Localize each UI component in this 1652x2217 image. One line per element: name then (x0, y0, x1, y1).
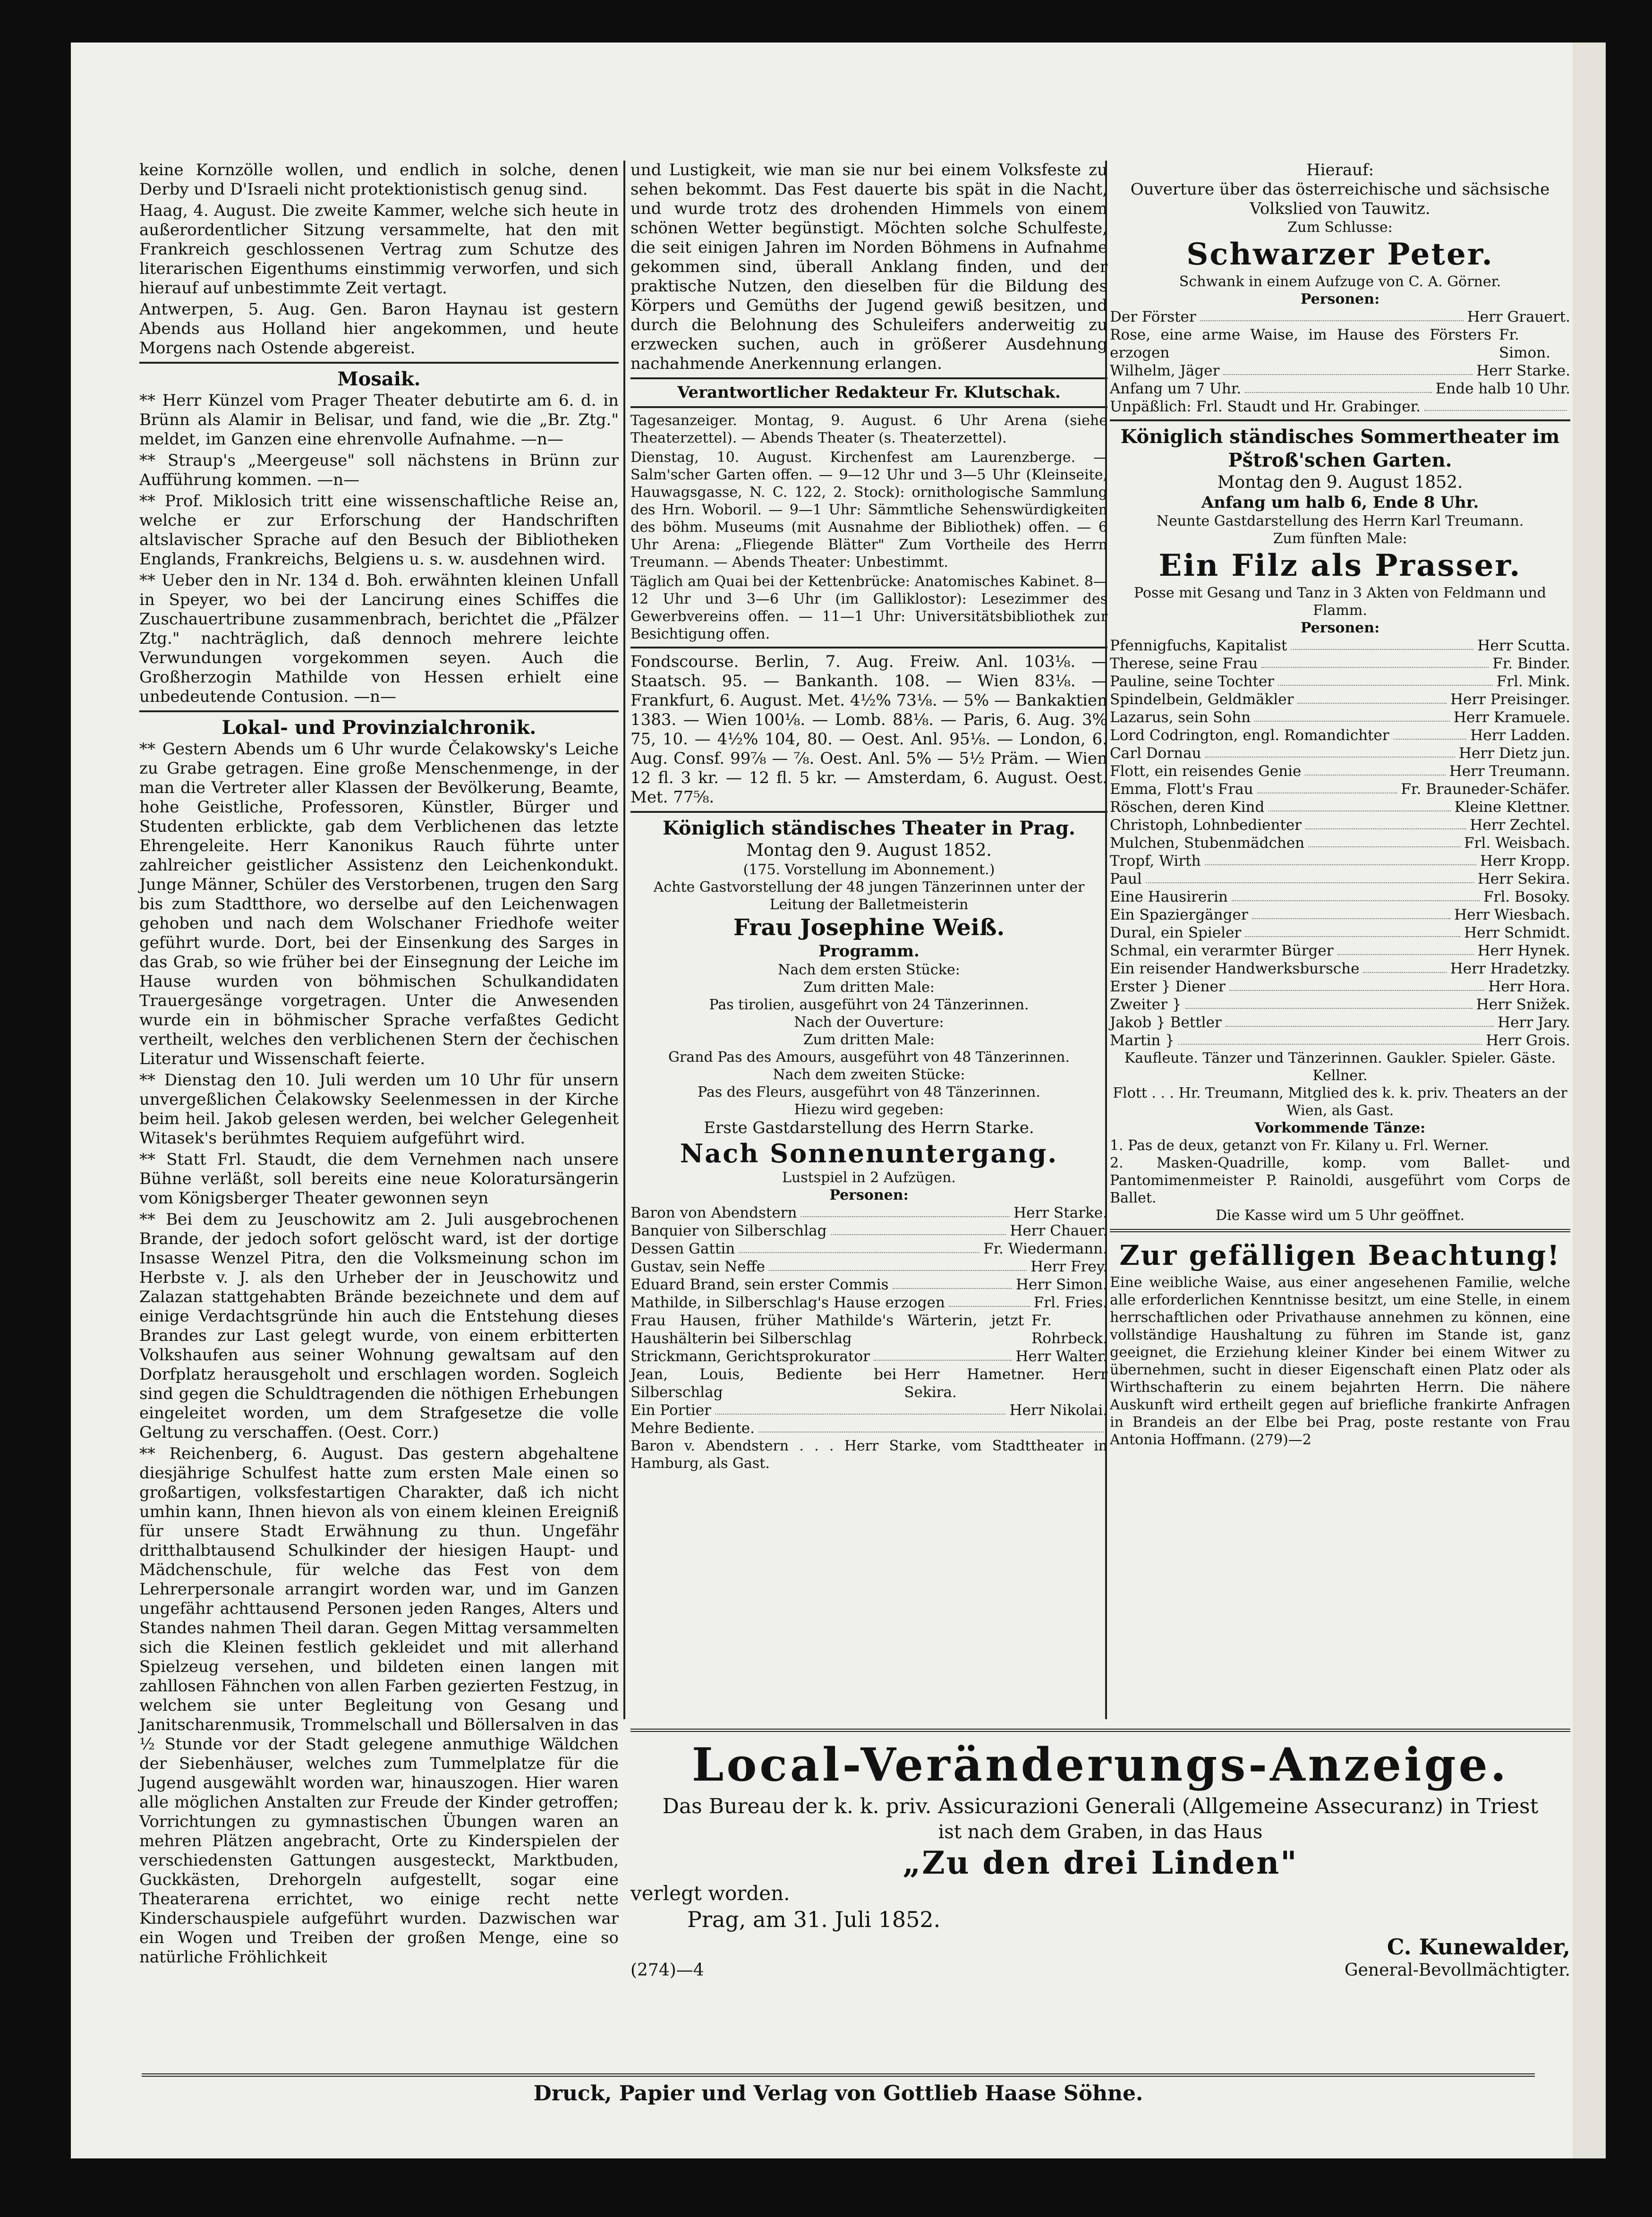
role-name: Ein Spaziergänger (1110, 906, 1248, 923)
cast-row (1110, 655, 1570, 673)
notice-line: ist nach dem Graben, in das Haus (938, 1821, 1263, 1843)
cast-row (1110, 1014, 1570, 1032)
programme-line: Zum fünften Male: (1273, 530, 1407, 547)
notice-line: Das Bureau der k. k. priv. Assicurazioni Generali (Allgemeine Assecuranz) in Triest (662, 1794, 1539, 1818)
imprint (142, 2069, 1535, 2106)
performance-number: (175. Vorstellung im Abonnement.) (743, 861, 995, 878)
cast-row (630, 1312, 1107, 1347)
news-item: ** Statt Frl. Staudt, die dem Vernehmen nach unsere Bühne verläßt, soll bereits eine neue Koloratursängerin vom Königsberger Theater gewonnen seyn (139, 1150, 619, 1208)
role-name: Anfang um 7 Uhr. (1110, 380, 1242, 397)
stock-quotes: Fondscourse. Berlin, 7. Aug. Freiw. Anl. 103⅛. — Staatsch. 95. — Bankanth. 108. — Wien 83⅛. — Frankfurt, 6. August. Met. 4½% 73⅛. — 5% — Bankaktien 1383. — Wien 100⅛. — Lomb. 88⅛. — Paris, 6. Aug. 3% 75, 10. — 4½% 104, 80. — Oest. Anl. 95⅛. — London, 6. Aug. Consf. 99⅞ — ⅞. Oest. Anl. 5% — 5½ Präm. — Wien 12 fl. 3 kr. — 12 fl. 5 kr. — Amsterdam, 6. August. Oest. Met. 77⅝. (630, 652, 1108, 807)
section-title-mosaik: Mosaik. (337, 368, 421, 390)
actor-name: Herr Ladden. (1470, 727, 1570, 744)
programme-heading: Programm. (818, 942, 920, 961)
role-name: Dural, ein Spieler (1110, 924, 1242, 941)
play-subtitle: Schwank in einem Aufzuge von C. A. Görner. (1179, 273, 1501, 290)
dot-leader (1185, 996, 1473, 1009)
cast-row (630, 1365, 1107, 1401)
divider (1110, 419, 1570, 421)
cast-row (1110, 708, 1570, 726)
actor-name: Herr Walter. (1015, 1348, 1107, 1365)
actor-name: Fr. Rohrbeck. (1031, 1312, 1108, 1347)
role-name: Eine Hausirerin (1110, 888, 1228, 905)
dot-leader (1226, 1014, 1494, 1027)
cast-row (1110, 906, 1570, 924)
news-item: ** Herr Künzel vom Prager Theater debutirte am 6. d. in Brünn als Alamir in Belisar, und fand, wie die „Br. Ztg." meldet, im Ganzen eine ehrenvolle Aufnahme. —n— (139, 391, 619, 449)
guest-note: Achte Gastvorstellung der 48 jungen Tänzerinnen unter der Leitung der Balletmeisterin (653, 879, 1085, 913)
cast-row (1110, 924, 1570, 942)
middle-column (630, 161, 1107, 1472)
actor-name: Kleine Klettner. (1454, 799, 1570, 816)
daily-listing: Dienstag, 10. August. Kirchenfest am Laurenzberge. — Salm'scher Garten offen. — 9—12 Uhr und 3—5 Uhr (Kleinseite, Hauwagsgasse, N. C. 122, 2. Stock): ornithologische Sammlung des Hrn. Woboril. — 9—1 Uhr: Sämmtliche Sehenswürdigkeiten des böhm. Museums (mit Ausnahme der Bibliothek) offen. — 6 Uhr Arena: „Fliegende Blätter" Zum Vortheile des Herrn Treumann. — Abends Theater: Unbestimmt. (630, 449, 1107, 571)
cast-row (1110, 673, 1570, 691)
dot-leader (1245, 380, 1432, 393)
cast-row (1110, 398, 1570, 416)
actor-name: Herr Sekira. (1477, 870, 1570, 887)
cast-heading: Personen: (1300, 620, 1380, 636)
dot-leader (1261, 655, 1489, 668)
news-item: ** Bei dem zu Jeuschowitz am 2. Juli ausgebrochenen Brande, der jedoch sofort gelöscht ward, ist der dortige Insasse Wenzel Pitra, den die Volksmeinung schon im Herbste v. J. als den Urheber der in Jeuschowitz und Zalazan stattgehabten Brände bezeichnete und dem auf einige Verdachtsgründe hin auch die Entstehung dieses Brandes zur Last gelegt wurde, von einem erbitterten Volkshaufen aus seiner Wohnung gewaltsam auf den Dorfplatz herausgeholt und erschlagen worden. Sogleich sind gegen die Schuldtragenden die nöthigen Erhebungen eingeleitet worden, um dem Strafgesetze die volle Geltung zu verschaffen. (Oest. Corr.) (139, 1210, 619, 1442)
daily-listing: Täglich am Quai bei der Kettenbrücke: Anatomisches Kabinet. 8—12 Uhr und 3—6 Uhr (im Galliklostor): Lesezimmer des Gewerbvereins offen. — 11—1 Uhr: Universitätsbibliothek zur Besichtigung offen. (630, 573, 1107, 642)
performance-time: Anfang um halb 6, Ende 8 Uhr. (1201, 493, 1479, 512)
programme-line: Hierauf: (1306, 161, 1374, 179)
cast-row (1110, 1032, 1570, 1049)
actor-name: Herr Hametner. Herr Sekira. (904, 1366, 1107, 1401)
notice-title: Zur gefälligen Beachtung! (1119, 1239, 1561, 1271)
divider (142, 2073, 1535, 2077)
actor-name: Herr Kramuele. (1453, 709, 1570, 726)
cast-row (1110, 834, 1570, 852)
role-name: Mathilde, in Silberschlag's Hause erzogen (630, 1294, 945, 1311)
role-name: Martin } (1110, 1032, 1175, 1049)
actor-name: Herr Preisinger. (1450, 691, 1570, 708)
actor-name: Herr Hradetzky. (1450, 960, 1570, 977)
role-name: Pfennigfuchs, Kapitalist (1110, 637, 1287, 654)
news-item: ** Reichenberg, 6. August. Das gestern abgehaltene diesjährige Schulfest hatte zum ersten Male einen so großartigen, volksfestartigen Charakter, daß ich nicht umhin kann, Ihnen hievon als von einem kleinen Ereigniß für unsere Stadt Erwähnung zu thun. Ungefähr dritthalbtausend Schulkinder der hiesigen Haupt- und Mädchenschule, für welche das Fest von dem Lehrerpersonale arrangirt worden war, und im Ganzen ungefähr achttausend Personen jeden Ranges, Alters und Standes nahmen Theil daran. Gegen Mittag versammelten sich die Kleinen festlich gekleidet und mit allerhand Spielzeug versehen, und bildeten einen langen mit zahllosen Fähnchen von allen Farben gezierten Festzug, in welchem sie unter Begleitung von Gesang und Janitscharenmusik, Trommelschall und Böllersalven in das ½ Stunde vor der Stadt gelegene anmuthige Wäldchen der Siebenhäuser, welches zum Tummelplatze für die Jugend ausgewählt worden war, hinauszogen. Hier waren alle möglichen Anstalten zur Freude der Kinder getroffen; Vorrichtungen zu gymnastischen Übungen waren an mehren Plätzen angebracht, Orte zu Kinderspielen der verschiedensten Gattungen ausgesteckt, Marktbuden, Guckkästen, Drehorgeln aufgestellt, sogar eine Theaterarena errichtet, wo einige recht nette Kinderschauspiele aufgeführt wurden. Dazwischen war ein Wogen und Treiben der großen Menge, eine so natürliche Fröhlichkeit (139, 1444, 619, 1967)
cast-row (1110, 308, 1570, 326)
cast-row (1110, 888, 1570, 906)
dot-leader (1254, 708, 1450, 722)
section-title-lokal: Lokal- und Provinzialchronik. (221, 716, 536, 739)
play-subtitle: Lustspiel in 2 Aufzügen. (782, 1169, 956, 1186)
actor-name: Herr Starke. (1013, 1204, 1107, 1221)
dot-leader (1308, 834, 1460, 847)
actor-name: Ende halb 10 Uhr. (1435, 380, 1570, 397)
cast-row (1110, 726, 1570, 744)
notice-date: Prag, am 31. Juli 1852. (687, 1907, 941, 1932)
programme-line: Nach dem ersten Stücke: (778, 962, 960, 978)
dot-leader (715, 1401, 1005, 1415)
role-name: Emma, Flott's Frau (1110, 781, 1253, 798)
dot-leader (831, 1222, 1006, 1235)
actor-name: Herr Hynek. (1477, 942, 1570, 959)
dot-leader (1393, 726, 1467, 740)
cast-row (1110, 691, 1570, 708)
role-name: Tropf, Wirth (1110, 853, 1201, 870)
role-name: Wilhelm, Jäger (1110, 362, 1220, 379)
theater-date: Montag den 9. August 1852. (746, 841, 992, 860)
programme-line: Ouverture über das österreichische und sächsische Volkslied von Tauwitz. (1130, 180, 1550, 218)
dances-heading: Vorkommende Tänze: (1254, 1120, 1426, 1136)
role-name: Flott, ein reisendes Genie (1110, 763, 1302, 780)
actor-name: Herr Schmidt. (1464, 924, 1570, 941)
actor-name: Herr Chauer. (1010, 1222, 1107, 1239)
dot-leader (1200, 308, 1464, 321)
cast-row (1110, 798, 1570, 816)
cast-list (630, 1204, 1107, 1437)
notice-title: Local-Veränderungs-Anzeige. (691, 1738, 1509, 1791)
divider (630, 377, 1107, 379)
dot-leader (1297, 691, 1446, 704)
actor-name: Frl. Fries. (1033, 1294, 1107, 1311)
role-name: Strickmann, Gerichtsprokurator (630, 1348, 870, 1365)
role-name: Schmal, ein verarmter Bürger (1110, 942, 1334, 959)
cast-row (1110, 978, 1570, 996)
programme-line: Pas des Fleurs, ausgeführt von 48 Tänzerinnen. (698, 1084, 1040, 1100)
programme-line: Erste Gastdarstellung des Herrn Starke. (704, 1118, 1034, 1137)
house-name: „Zu den drei Linden" (903, 1844, 1298, 1881)
cast-row (1110, 780, 1570, 798)
programme-line: Zum dritten Male: (803, 979, 935, 996)
play-title: Schwarzer Peter. (1186, 237, 1494, 272)
role-name: Therese, seine Frau (1110, 655, 1258, 672)
dot-leader (1232, 888, 1480, 901)
column-rule (623, 161, 625, 1719)
actor-name: Frl. Mink. (1496, 673, 1570, 690)
role-name: Frau Hausen, früher Mathilde's Wärterin, jetzt Haushälterin bei Silberschlag (630, 1312, 1024, 1347)
paragraph: keine Kornzölle wollen, und endlich in solche, denen Derby und D'Israeli nicht protektionistisch genug sind. (139, 161, 619, 199)
paragraph: und Lustigkeit, wie man sie nur bei einem Volksfeste zu sehen bekommt. Das Fest dauerte bis spät in die Nacht, und wurde trotz des drohenden Himmels von einem schönen Wetter begünstigt. Möchten solche Schulfeste, die seit einigen Jahren im Norden Böhmens in Aufnahme gekommen sind, überall Anklang finden, und der praktische Nutzen, den dieselben für die Bildung des Körpers und Gemüths der Jugend gewiß besitzen, und durch die Belohnung des Schuleifers anderweitig zu erzwecken suchen, auch in größerer Ausdehnung nachahmende Anerkennung erlangen. (630, 161, 1107, 373)
role-name: Jean, Louis, Bediente bei Silberschlag (630, 1366, 897, 1401)
play-subtitle: Posse mit Gesang und Tanz in 3 Akten von Feldmann und Flamm. (1134, 585, 1546, 619)
divider (139, 710, 619, 712)
actor-name: Fr. Brauneder-Schäfer. (1401, 781, 1570, 798)
dot-leader (1146, 870, 1474, 883)
imprint-text: Druck, Papier und Verlag von Gottlieb Haase Söhne. (533, 2081, 1143, 2106)
dot-leader (1205, 852, 1476, 865)
extras-note: Kaufleute. Tänzer und Tänzerinnen. Gaukler. Spieler. Gäste. Kellner. (1124, 1050, 1556, 1084)
actor-name: Herr Simon. (1016, 1276, 1107, 1293)
actor-name: Frl. Weisbach. (1464, 835, 1570, 852)
divider (630, 1729, 1570, 1732)
actor-name: Herr Scutta. (1477, 637, 1570, 654)
dot-leader (1305, 762, 1445, 776)
role-name: Ein reisender Handwerksbursche (1110, 960, 1360, 977)
divider (1110, 1229, 1570, 1232)
role-name: Mulchen, Stubenmädchen (1110, 835, 1305, 852)
news-item: ** Straup's „Meergeuse" soll nächstens in Brünn zur Aufführung kommen. —n— (139, 451, 619, 489)
role-name: Lord Codrington, engl. Romandichter (1110, 727, 1389, 744)
cast-row (1110, 960, 1570, 978)
dot-leader (1205, 744, 1455, 758)
cast-row (1110, 326, 1570, 362)
programme-line: Grand Pas des Amours, ausgeführt von 48 Tänzerinnen. (668, 1049, 1070, 1066)
cast-row (1110, 762, 1570, 780)
cast-list (1110, 637, 1570, 1049)
dot-leader (1337, 942, 1474, 955)
right-column (1110, 161, 1570, 1450)
theater-title: Königlich ständisches Theater in Prag. (663, 817, 1075, 839)
role-name: Erster } Diener (1110, 978, 1226, 995)
actor-name: Frl. Bosoky. (1483, 888, 1570, 905)
role-name: Spindelbein, Geldmäkler (1110, 691, 1294, 708)
cast-row (630, 1276, 1107, 1294)
guest-note: Baron v. Abendstern . . . Herr Starke, vom Stadttheater in Hamburg, als Gast. (630, 1438, 1107, 1472)
role-name: Banquier von Silberschlag (630, 1222, 827, 1239)
actor-name: Herr Grois. (1486, 1032, 1570, 1049)
actor-name: Herr Hora. (1488, 978, 1570, 995)
play-title: Ein Filz als Prasser. (1158, 548, 1522, 583)
cast-row (1110, 637, 1570, 655)
role-name: Ein Portier (630, 1402, 711, 1419)
news-item: ** Ueber den in Nr. 134 d. Boh. erwähnten kleinen Unfall in Speyer, wo bei der Lancirung eines Schiffes die Zuschauertribune zusammenbrach, berichtet die „Pfälzer Ztg." nachträglich, daß dennoch mehrere leichte Verwundungen vorgekommen seyen. Auch die Großherzogin Mathilde von Hessen erhielt eine unbedeutende Contusion. —n— (139, 571, 619, 706)
dot-leader (1268, 798, 1450, 811)
news-item: ** Dienstag den 10. Juli werden um 10 Uhr für unsern unvergeßlichen Čelakowsky Seelenmessen in der Kirche beim heil. Jakob gelesen werden, bei welcher Gelegenheit Witasek's berühmtes Requiem aufgeführt wird. (139, 1071, 619, 1148)
cast-row (630, 1419, 1107, 1437)
role-name: Rose, eine arme Waise, im Hause des Försters erzogen (1110, 326, 1491, 361)
news-item: ** Prof. Miklosich tritt eine wissenschaftliche Reise an, welche er zur Erforschung der Handschriften altslavischer Sprache auf den Besuch der Bibliotheken Englands, Frankreichs, Belgiens u. s. w. ausdehnen wird. (139, 492, 619, 569)
dot-leader (949, 1294, 1030, 1307)
actor-name: Fr. Simon. (1499, 326, 1550, 361)
dot-leader (1245, 924, 1460, 937)
box-office-note: Die Kasse wird um 5 Uhr geöffnet. (1215, 1207, 1465, 1224)
dot-leader (739, 1240, 979, 1253)
programme-line: Nach dem zweiten Stücke: (773, 1066, 965, 1083)
actor-name: Herr Zechtel. (1470, 817, 1570, 834)
role-name: Jakob } Bettler (1110, 1014, 1222, 1031)
dot-leader (893, 1276, 1013, 1289)
divider (139, 362, 619, 364)
dot-leader (1257, 780, 1397, 793)
role-name: Mehre Bediente. (630, 1420, 755, 1437)
role-name: Unpäßlich: Frl. Staudt und Hr. Grabinger. (1110, 398, 1421, 415)
programme-line: Zum dritten Male: (803, 1032, 935, 1048)
programme-line: Nach der Ouverture: (794, 1014, 944, 1031)
actor-name: Herr Grauert. (1467, 308, 1570, 325)
cast-row (1110, 362, 1570, 380)
guest-note: Flott . . . Hr. Treumann, Mitglied des k. k. priv. Theaters an der Wien, als Gast. (1113, 1085, 1567, 1119)
dot-leader (1305, 816, 1466, 829)
actor-name: Herr Starke. (1476, 362, 1570, 379)
cast-row (630, 1258, 1107, 1276)
guest-note: Neunte Gastdarstellung des Herrn Karl Treumann. (1156, 513, 1524, 529)
actor-name: Herr Snižek. (1476, 996, 1570, 1013)
dance-item: 2. Masken-Quadrille, komp. vom Ballet- und Pantomimenmeister P. Rainoldi, ausgeführt vom Corps de Ballet. (1110, 1155, 1570, 1206)
role-name: Carl Dornau (1110, 745, 1201, 762)
role-name: Eduard Brand, sein erster Commis (630, 1276, 889, 1293)
cast-row (1110, 816, 1570, 834)
cast-heading: Personen: (1300, 291, 1380, 307)
actor-name: Herr Jary. (1498, 1014, 1570, 1031)
dance-item: 1. Pas de deux, getanzt von Fr. Kilany u. Frl. Werner. (1110, 1137, 1489, 1154)
dot-leader (769, 1258, 1027, 1271)
cast-row (1110, 996, 1570, 1014)
paragraph: Antwerpen, 5. Aug. Gen. Baron Haynau ist gestern Abends aus Holland hier angekommen, und heute Morgens nach Ostende abgereist. (139, 300, 619, 358)
divider (630, 406, 1107, 408)
paragraph: Haag, 4. August. Die zweite Kammer, welche sich heute in außerordentlicher Sitzung versammelte, hat den mit Frankreich geschlossenen Vertrag zum Schutze des literarischen Eigenthums einstimmig verworfen, und sich hierauf auf unbestimmte Zeit vertagt. (139, 201, 619, 298)
performer-name: Frau Josephine Weiß. (733, 914, 1005, 941)
dot-leader (1278, 673, 1493, 686)
news-item: ** Gestern Abends um 6 Uhr wurde Čelakowsky's Leiche zu Grabe getragen. Eine große Menschenmenge, in der man die Vertreter aller Klassen der Bevölkerung, Beamte, hohe Geistliche, Professoren, Künstler, Bürger und Studenten erblickte, gab dem Verblichenen das letzte Ehrengeleite. Herr Kanonikus Rauch führte unter zahlreicher geistlicher Assistenz den Leichenkondukt. Junge Männer, Schüler des Verstorbenen, trugen den Sarg bis zum Stadtthore, wo derselbe auf den Leichenwagen gehoben und nach dem Wolschaner Friedhofe weiter geführt wurde. Dort, bei der Einsenkung des Sarges in das Grab, so wie früher bei der Einsegnung der Leiche im Hause wurden von böhmischen Schulkandidaten Trauergesänge vorgetragen. Unter die Anwesenden wurde ein in böhmischer Sprache verfaßtes Gedicht vertheilt, welches den verblichenen Stern der čechischen Literatur und Wissenschaft feierte. (139, 740, 619, 1068)
dot-leader (1178, 1032, 1482, 1045)
programme-line: Hiezu wird gegeben: (794, 1101, 944, 1118)
theater-date: Montag den 9. August 1852. (1217, 473, 1463, 492)
role-name: Gustav, sein Neffe (630, 1258, 765, 1275)
cast-row (630, 1401, 1107, 1419)
actor-name: Fr. Wiedermann. (983, 1240, 1107, 1257)
cast-row (630, 1204, 1107, 1222)
role-name: Lazarus, sein Sohn (1110, 709, 1251, 726)
role-name: Zweiter } (1110, 996, 1182, 1013)
cast-row (630, 1240, 1107, 1258)
dot-leader (800, 1204, 1010, 1217)
theater-title: Königlich ständisches Sommertheater im Pštroß'schen Garten. (1120, 426, 1560, 471)
left-column (139, 161, 619, 1969)
cast-row (630, 1294, 1107, 1312)
cast-row (1110, 870, 1570, 888)
dot-leader (1229, 978, 1485, 991)
role-name: Baron von Abendstern (630, 1204, 797, 1221)
dot-leader (1291, 637, 1473, 650)
dot-leader (874, 1347, 1012, 1361)
dot-leader (758, 1419, 1104, 1433)
cast-row (1110, 380, 1570, 398)
actor-name: Herr Kropp. (1480, 853, 1570, 870)
dot-leader (1223, 362, 1473, 375)
actor-name: Fr. Binder. (1492, 655, 1570, 672)
programme-line: Pas tirolien, ausgeführt von 24 Tänzerinnen. (709, 997, 1029, 1013)
role-name: Röschen, deren Kind (1110, 799, 1265, 816)
play-title: Nach Sonnenuntergang. (680, 1138, 1058, 1168)
dot-leader (1424, 398, 1567, 411)
daily-listing: Tagesanzeiger. Montag, 9. August. 6 Uhr Arena (siehe Theaterzettel). — Abends Theater (s. Theaterzettel). (630, 412, 1107, 446)
cast-row (630, 1222, 1107, 1240)
editor-line: Verantwortlicher Redakteur Fr. Klutschak. (677, 383, 1061, 402)
cast-list (1110, 308, 1570, 416)
cast-row (630, 1347, 1107, 1365)
notice-number: (274)—4 (630, 1961, 704, 1980)
signature-title: General-Bevollmächtigter. (1344, 1961, 1570, 1980)
actor-name: Herr Dietz jun. (1458, 745, 1570, 762)
cast-row (1110, 744, 1570, 762)
notice-line: verlegt worden. (630, 1882, 790, 1905)
role-name: Pauline, seine Tochter (1110, 673, 1274, 690)
role-name: Paul (1110, 870, 1142, 887)
signature: C. Kunewalder, (1387, 1934, 1570, 1960)
actor-name: Herr Nikolai. (1009, 1402, 1107, 1419)
cast-row (1110, 852, 1570, 870)
cast-heading: Personen: (829, 1187, 909, 1203)
divider (630, 647, 1107, 648)
programme-line: Zum Schlusse: (1287, 219, 1393, 236)
cast-row (1110, 942, 1570, 960)
page-edge (1573, 43, 1606, 2158)
role-name: Der Förster (1110, 308, 1196, 325)
dot-leader (1252, 906, 1450, 919)
role-name: Dessen Gattin (630, 1240, 735, 1257)
actor-name: Herr Treumann. (1449, 763, 1570, 780)
divider (630, 811, 1107, 813)
role-name: Christoph, Lohnbedienter (1110, 817, 1302, 834)
actor-name: Herr Frey. (1030, 1258, 1107, 1275)
actor-name: Herr Wiesbach. (1454, 906, 1570, 923)
dot-leader (1363, 960, 1446, 973)
newspaper-page (71, 43, 1606, 2158)
notice-text: Eine weibliche Waise, aus einer angesehenen Familie, welche alle erforderlichen Kenntnisse besitzt, um eine Stelle, in einem herrschaftlichen oder Privathause annehmen zu können, eine vollständige Haushaltung zu führen im Stande ist, ganz geeignet, die Erziehung kleiner Kinder bei einem Witwer zu übernehmen, sucht in dieser Eigenschaft einen Platz oder als Wirthschafterin zu einem bejahrten Herrn. Die nähere Auskunft wird ertheilt gegen auf briefliche frankirte Anfragen in Brandeis an der Elbe bei Prag, poste restante von Frau Antonia Hoffmann. (279)—2 (1110, 1274, 1570, 1448)
relocation-notice (630, 1724, 1570, 1980)
